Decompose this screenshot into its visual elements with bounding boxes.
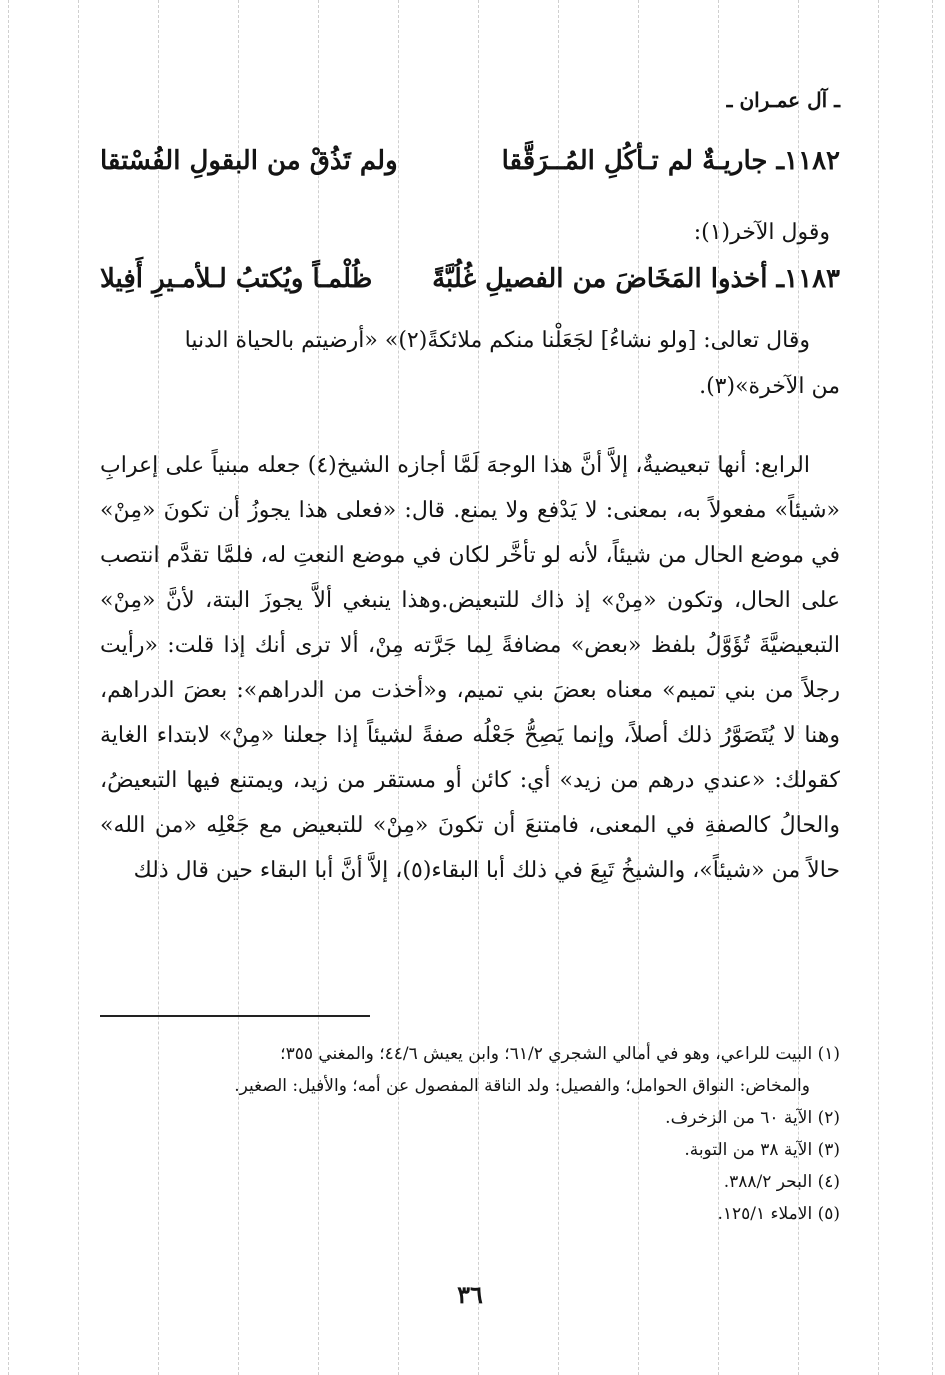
- footnote-line: (٥) الاملاء ١٢٥/١.: [717, 1204, 840, 1224]
- main-paragraph: الرابع: أنها تبعيضيةٌ، إلاَّ أنَّ هذا الوجهَ لَمَّا أجازه الشيخ(٤) جعله مبنياً على إعرابِ «شيئاً» مفعولاً به، بمعنى: لا يَدْفع ولا يمنع. قال: «فعلى هذا يجوزُ أن تكونَ «مِنْ» في موضع الحال من شيئاً، لأنه لو تأخَّر لكان في موضع النعتِ له، فلمَّا تقدَّم انتصب على الحال، وتكون «مِنْ» إذ ذاك للتبعيض.وهذا ينبغي ألاَّ يجوزَ البتة، لأنَّ «مِنْ» التبعيضيَّةَ تُؤَوَّلُ بلفظ «بعض» مضافةً لِما جَرَّته مِنْ، ألا ترى أنك إذا قلت: «رأيت رجلاً من بني تميم» معناه بعضَ بني تميم، و«أخذت من الدراهم»: بعضَ الدراهم، وهنا لا يُتَصَوَّرُ ذلك أصلاً، وإنما يَصِحُّ جَعْلُه صفةً لشيئاً إذا جعلنا «مِنْ» لابتداء الغاية كقولك: «عندي درهم من زيد» أي: كائن أو مستقر من زيد، ويمتنع فيها التبعيضُ، والحالُ كالصفةِ في المعنى، فامتنعَ أن تكونَ «مِنْ» للتبعيض مع جَعْلِه «من الله» حالاً من «شيئاً»، والشيخُ تَبِعَ في ذلك أبا البقاء(٥)، إلاَّ أنَّ أبا البقاء حين قال ذلك: [100, 453, 840, 883]
- footnote-line: (٣) الآية ٣٨ من التوبة.: [684, 1140, 840, 1160]
- scan-guide: [78, 0, 79, 1375]
- footnote-line: (٤) البحر ٣٨٨/٢.: [723, 1172, 840, 1192]
- verse-1182: [100, 146, 840, 186]
- footnotes: [100, 1038, 840, 1230]
- verse-intro: وقول الآخر(١):: [693, 220, 830, 245]
- verse-1183: [100, 264, 840, 304]
- footnote-line: (٢) الآية ٦٠ من الزخرف.: [665, 1108, 840, 1128]
- verse-hemistich-right: أخذوا المَخَاضَ من الفصيلِ غُلُبَّةً: [432, 264, 768, 294]
- verse-hemistich-right: جاريـةٌ لم تـأكُلِ المُــرَقَّقا: [501, 146, 768, 176]
- quranic-quote-line: وقال تعالى: [ولو نشاءُ] لجَعَلْنا منكم ملائكةً(٢)» «أرضيتم بالحياة الدنيا: [184, 328, 810, 353]
- footnote-line: والمخاض: النواق الحوامل؛ والفصيل: ولد الناقة المفصول عن أمه؛ والأفيل: الصغير.: [234, 1076, 810, 1096]
- running-header: ـ آل عمـران ـ: [726, 88, 840, 112]
- verse-number: ١١٨٣ـ: [776, 264, 840, 294]
- scan-guide: [8, 0, 9, 1375]
- verse-hemistich-left: ظُلْمـاً ويُكتبُ لـلأمـيرِ أَفِيلا: [100, 264, 373, 294]
- quranic-quote-line: من الآخرة»(٣).: [699, 374, 840, 399]
- footnote-line: (١) البيت للراعي، وهو في أمالي الشجري ٦١/٢؛ وابن يعيش ٤٤/٦؛ والمغني ٣٥٥؛: [280, 1044, 840, 1064]
- verse-number: ١١٨٢ـ: [776, 146, 840, 176]
- scan-guide: [878, 0, 879, 1375]
- page-number: ٣٦: [457, 1280, 483, 1309]
- book-page: [100, 88, 840, 1375]
- verse-hemistich-left: ولم تَذُقْ من البقولِ الفُسْتقا: [100, 146, 398, 176]
- scan-guide: [932, 0, 933, 1375]
- footnote-separator: [100, 1015, 370, 1017]
